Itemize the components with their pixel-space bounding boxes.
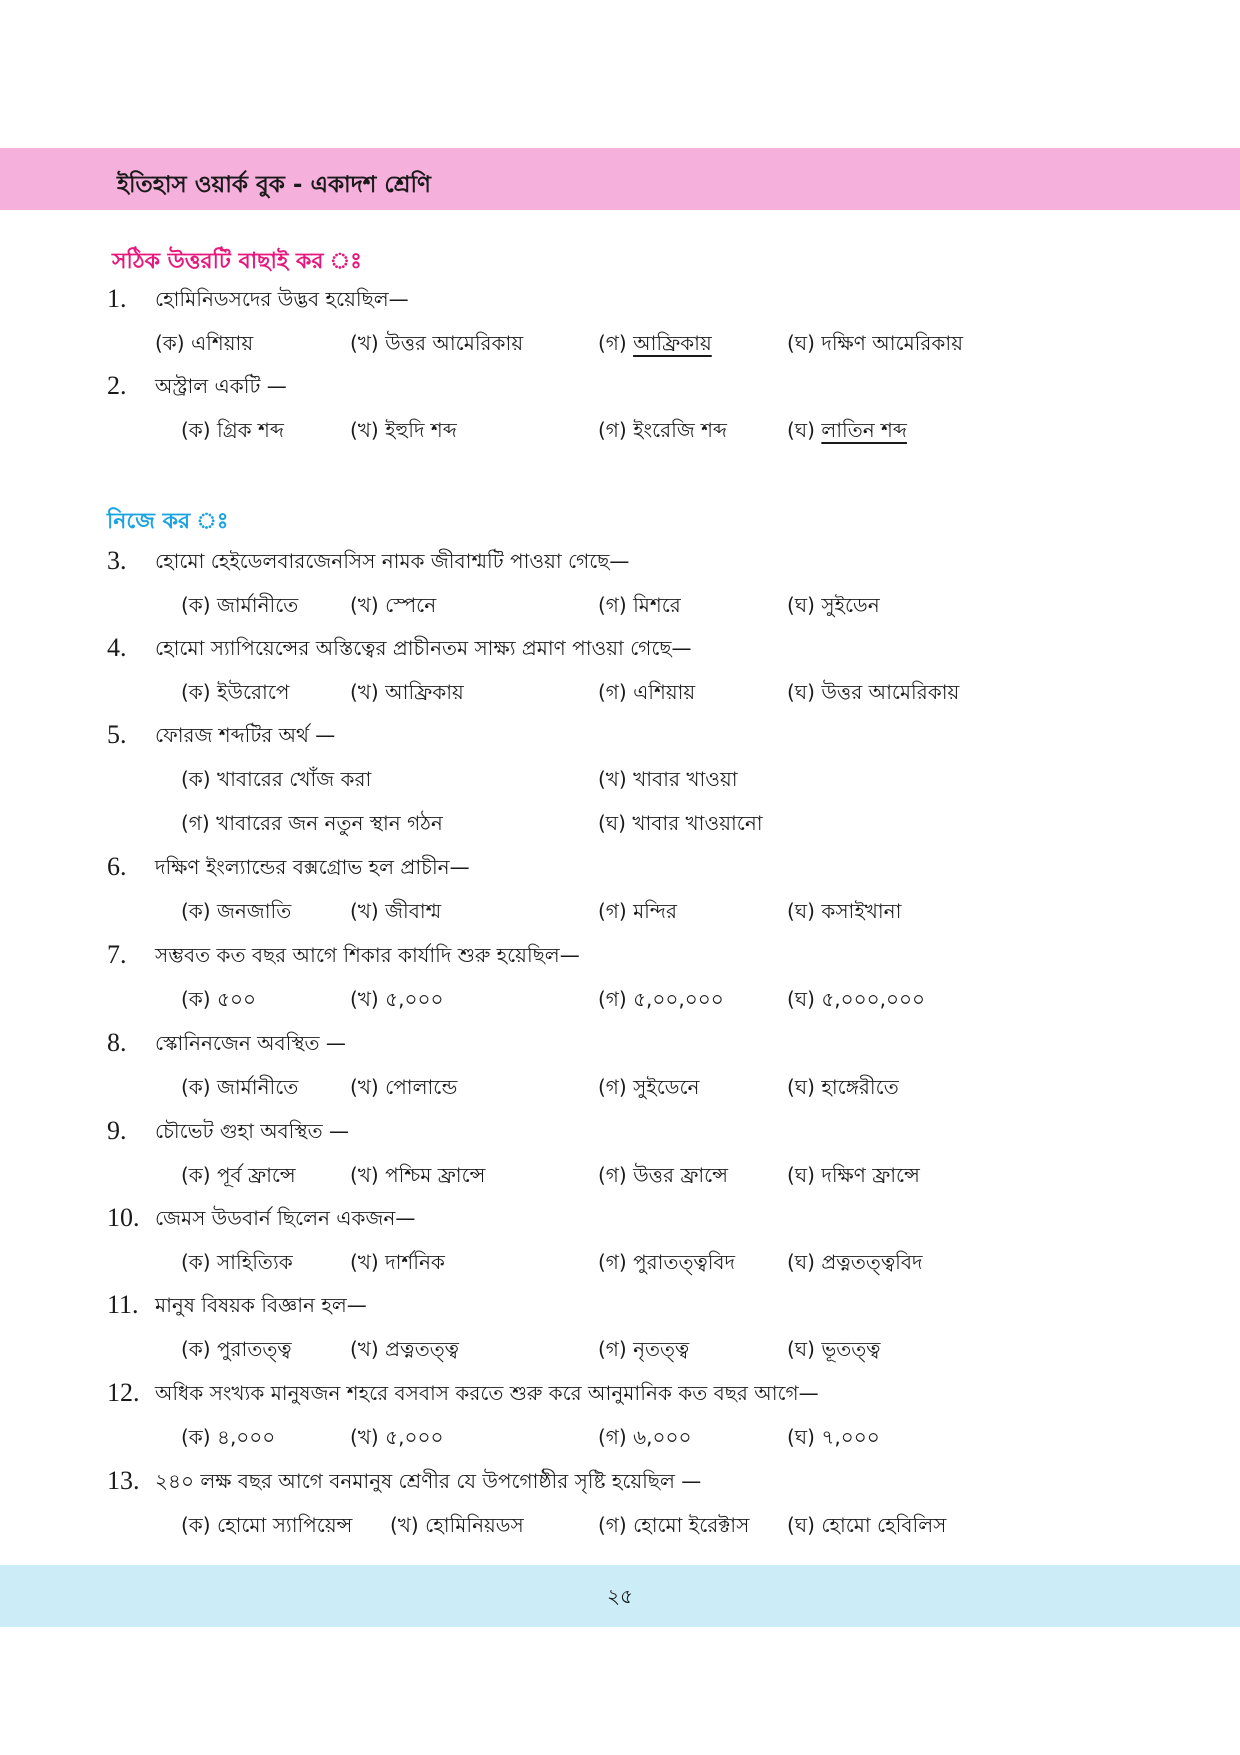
option-text: দক্ষিণ আমেরিকায় — [821, 331, 963, 355]
option-text: খাবারের খোঁজ করা — [216, 767, 372, 791]
option-text: দার্শনিক — [385, 1250, 445, 1274]
option-label: (ক) — [181, 593, 211, 617]
option-ka — [181, 1072, 298, 1102]
question-text: ফোরজ শব্দটির অর্থ — — [155, 723, 336, 747]
option-gha — [787, 677, 959, 707]
option-text: ইংরেজি শব্দ — [633, 418, 727, 442]
option-text: দক্ষিণ ফ্রান্সে — [821, 1163, 920, 1187]
option-ka — [181, 590, 298, 620]
option-text: হোমো ইরেক্টাস — [633, 1513, 750, 1537]
option-label: (ক) — [181, 1425, 211, 1449]
option-text: সুইডেন — [821, 593, 880, 617]
option-ka — [181, 677, 289, 707]
option-ka — [181, 1334, 292, 1364]
option-label: (গ) — [598, 680, 627, 704]
option-kha — [350, 328, 523, 358]
option-ga — [598, 1510, 749, 1540]
option-label: (ঘ) — [787, 680, 815, 704]
question-number: 12. — [107, 1378, 140, 1407]
option-gha — [787, 1510, 946, 1540]
option-label: (ঘ) — [787, 1250, 815, 1274]
option-gha — [787, 1334, 880, 1364]
option-ga — [598, 415, 727, 445]
option-label: (ক) — [181, 899, 211, 923]
question-text: মানুষ বিষয়ক বিজ্ঞান হল— — [155, 1293, 367, 1317]
option-ga — [181, 808, 443, 838]
option-kha — [350, 1072, 457, 1102]
option-kha — [350, 1334, 459, 1364]
option-text: মন্দির — [633, 899, 677, 923]
option-label: (ঘ) — [787, 1337, 815, 1361]
option-gha — [787, 896, 901, 926]
option-text: প্রত্নতত্ত্ব — [385, 1337, 459, 1361]
option-label: (গ) — [598, 418, 627, 442]
option-gha — [598, 808, 763, 838]
option-label: (ক) — [181, 767, 211, 791]
option-label: (ক) — [181, 680, 211, 704]
option-ka — [181, 984, 256, 1014]
option-kha — [350, 677, 464, 707]
option-kha — [390, 1510, 524, 1540]
option-gha — [787, 1422, 880, 1452]
option-label: (ক) — [181, 1337, 211, 1361]
option-text: উত্তর আমেরিকায় — [385, 331, 524, 355]
option-gha-correct — [787, 415, 907, 445]
question-number: 13. — [107, 1466, 140, 1495]
section-heading-choose: সঠিক উত্তরটি বাছাই কর ঃ — [112, 249, 362, 274]
page-number: ২৫ — [607, 1584, 633, 1608]
option-label: (খ) — [350, 680, 379, 704]
option-text: সুইডেনে — [633, 1075, 700, 1099]
option-text: হোমিনিয়ডস — [425, 1513, 524, 1537]
option-label: (গ) — [181, 811, 210, 835]
option-gha — [787, 328, 963, 358]
option-text: ইহুদি শব্দ — [385, 418, 457, 442]
option-text-underlined: আফ্রিকায় — [633, 331, 712, 355]
question-number: 1. — [107, 284, 127, 313]
option-text: গ্রিক শব্দ — [216, 418, 284, 442]
option-label: (গ) — [598, 987, 627, 1011]
question-number: 11. — [107, 1290, 139, 1319]
option-kha — [598, 764, 738, 794]
option-text: এশিয়ায় — [190, 331, 254, 355]
option-label: (খ) — [598, 767, 627, 791]
option-text: হোমো হেবিলিস — [821, 1513, 947, 1537]
option-kha — [350, 590, 436, 620]
option-label: (খ) — [350, 899, 379, 923]
option-label: (গ) — [598, 899, 627, 923]
option-label: (ঘ) — [598, 811, 626, 835]
question-number: 9. — [107, 1116, 127, 1145]
option-kha — [350, 1422, 443, 1452]
question-text: চৌভেট গুহা অবস্থিত — — [155, 1119, 350, 1143]
option-ga — [598, 677, 695, 707]
question-number: 10. — [107, 1203, 140, 1232]
question-number: 2. — [107, 371, 127, 400]
option-text: উত্তর আমেরিকায় — [821, 680, 960, 704]
option-text: হোমো স্যাপিয়েন্স — [216, 1513, 353, 1537]
option-text: ৫০০ — [216, 987, 256, 1011]
option-text: মিশরে — [633, 593, 681, 617]
option-ga — [598, 1247, 735, 1277]
option-text: কসাইখানা — [821, 899, 902, 923]
option-gha — [787, 1160, 920, 1190]
option-label: (ঘ) — [787, 1075, 815, 1099]
option-label: (খ) — [350, 1163, 379, 1187]
option-kha — [350, 415, 457, 445]
option-label: (গ) — [598, 1337, 627, 1361]
question-text: অস্ট্রাল একটি — — [155, 374, 287, 398]
option-ka — [181, 896, 291, 926]
option-ka — [181, 1510, 352, 1540]
page-title: ইতিহাস ওয়ার্ক বুক - একাদশ শ্রেণি — [117, 172, 431, 198]
option-kha — [350, 896, 441, 926]
option-text: খাবারের জন নতুন স্থান গঠন — [216, 811, 443, 835]
option-text: সাহিত্যিক — [216, 1250, 293, 1274]
option-text-underlined: লাতিন শব্দ — [821, 418, 907, 442]
option-text: এশিয়ায় — [633, 680, 696, 704]
question-number: 3. — [107, 546, 127, 575]
option-label: (ঘ) — [787, 1163, 815, 1187]
option-label: (ক) — [181, 1163, 211, 1187]
option-text: ৪,০০০ — [216, 1425, 276, 1449]
option-text: হাঙ্গেরীতে — [821, 1075, 899, 1099]
option-gha — [787, 1072, 899, 1102]
option-text: পশ্চিম ফ্রান্সে — [385, 1163, 486, 1187]
option-text: পুরাতত্ত্ব — [216, 1337, 292, 1361]
option-label: (ক) — [181, 1250, 211, 1274]
option-label: (গ) — [598, 593, 627, 617]
option-label: (ক) — [181, 1075, 211, 1099]
section-heading-self: নিজে কর ঃ — [107, 509, 229, 534]
option-label: (গ) — [598, 1075, 627, 1099]
question-number: 6. — [107, 852, 127, 881]
option-label: (খ) — [350, 418, 379, 442]
option-ga — [598, 896, 677, 926]
question-text: হোমো হেইডেলবারজেনসিস নামক জীবাশ্মটি পাওয়া গেছে— — [155, 549, 630, 573]
option-ga — [598, 1072, 699, 1102]
option-ka — [181, 1422, 275, 1452]
option-label: (গ) — [598, 331, 627, 355]
option-text: খাবার খাওয়ানো — [632, 811, 763, 835]
option-label: (গ) — [598, 1250, 627, 1274]
option-text: খাবার খাওয়া — [633, 767, 738, 791]
option-label: (গ) — [598, 1163, 627, 1187]
option-text: ৫,০০০,০০০ — [821, 987, 926, 1011]
option-label: (খ) — [390, 1513, 419, 1537]
question-text: জেমস উডবার্ন ছিলেন একজন— — [155, 1206, 416, 1230]
option-label: (গ) — [598, 1513, 627, 1537]
option-gha — [787, 984, 925, 1014]
option-text: জীবাশ্ম — [385, 899, 442, 923]
question-number: 5. — [107, 720, 127, 749]
option-ka — [181, 1247, 293, 1277]
option-ka — [181, 415, 284, 445]
option-label: (খ) — [350, 1337, 379, 1361]
option-label: (ঘ) — [787, 987, 815, 1011]
option-text: জার্মানীতে — [216, 593, 299, 617]
option-label: (ঘ) — [787, 418, 815, 442]
question-text: সম্ভবত কত বছর আগে শিকার কার্যাদি শুরু হয়েছিল— — [155, 943, 580, 967]
option-ga — [598, 1334, 689, 1364]
question-number: 8. — [107, 1028, 127, 1057]
option-label: (ঘ) — [787, 1425, 815, 1449]
question-text: ২৪০ লক্ষ বছর আগে বনমানুষ শ্রেণীর যে উপগোষ্ঠীর সৃষ্টি হয়েছিল — — [155, 1469, 702, 1493]
question-text: দক্ষিণ ইংল্যান্ডের বক্সগ্রোভ হল প্রাচীন— — [155, 855, 470, 879]
option-text: জনজাতি — [216, 899, 292, 923]
option-kha — [350, 984, 443, 1014]
option-text: ৬,০০০ — [633, 1425, 692, 1449]
option-label: (ঘ) — [787, 331, 815, 355]
option-text: পূর্ব ফ্রান্সে — [216, 1163, 296, 1187]
option-text: ৫,০০০ — [385, 1425, 444, 1449]
option-kha — [350, 1247, 445, 1277]
option-label: (ঘ) — [787, 1513, 815, 1537]
question-text: হোমো স্যাপিয়েন্সের অস্তিত্বের প্রাচীনতম সাক্ষ্য প্রমাণ পাওয়া গেছে— — [155, 636, 692, 660]
question-text: স্কোনিনজেন অবস্থিত — — [155, 1031, 346, 1055]
option-text: ভূতত্ত্ব — [821, 1337, 881, 1361]
option-label: (খ) — [350, 593, 379, 617]
question-number: 4. — [107, 633, 127, 662]
option-label: (ঘ) — [787, 593, 815, 617]
option-text: জার্মানীতে — [216, 1075, 299, 1099]
option-text: ৫,০০০ — [385, 987, 444, 1011]
option-text: আফ্রিকায় — [385, 680, 464, 704]
question-text: হোমিনিডসদের উদ্ভব হয়েছিল— — [155, 287, 409, 311]
option-label: (খ) — [350, 987, 379, 1011]
option-ka — [181, 764, 371, 794]
option-label: (খ) — [350, 331, 379, 355]
option-kha — [350, 1160, 485, 1190]
option-text: পুরাতত্ত্ববিদ — [633, 1250, 736, 1274]
question-number: 7. — [107, 940, 127, 969]
option-text: প্রত্নতত্ত্ববিদ — [821, 1250, 923, 1274]
option-text: পোলান্ডে — [385, 1075, 458, 1099]
option-ga — [598, 590, 681, 620]
option-label: (ক) — [181, 418, 211, 442]
option-label: (ক) — [155, 331, 185, 355]
option-ka — [155, 328, 253, 358]
option-label: (ঘ) — [787, 899, 815, 923]
option-text: স্পেনে — [385, 593, 437, 617]
option-label: (খ) — [350, 1425, 379, 1449]
option-label: (গ) — [598, 1425, 627, 1449]
option-ga — [598, 1160, 728, 1190]
option-text: উত্তর ফ্রান্সে — [633, 1163, 728, 1187]
option-ga — [598, 1422, 691, 1452]
option-ga — [598, 984, 724, 1014]
option-gha — [787, 1247, 923, 1277]
option-gha — [787, 590, 880, 620]
option-label: (ক) — [181, 1513, 211, 1537]
option-text: ৭,০০০ — [821, 1425, 880, 1449]
option-ka — [181, 1160, 296, 1190]
option-label: (খ) — [350, 1075, 379, 1099]
option-label: (ক) — [181, 987, 211, 1011]
option-label: (খ) — [350, 1250, 379, 1274]
option-ga-correct — [598, 328, 712, 358]
option-text: ইউরোপে — [216, 680, 290, 704]
question-text: অধিক সংখ্যক মানুষজন শহরে বসবাস করতে শুরু করে আনুমানিক কত বছর আগে— — [155, 1381, 819, 1405]
option-text: নৃতত্ত্ব — [633, 1337, 690, 1361]
option-text: ৫,০০,০০০ — [633, 987, 724, 1011]
